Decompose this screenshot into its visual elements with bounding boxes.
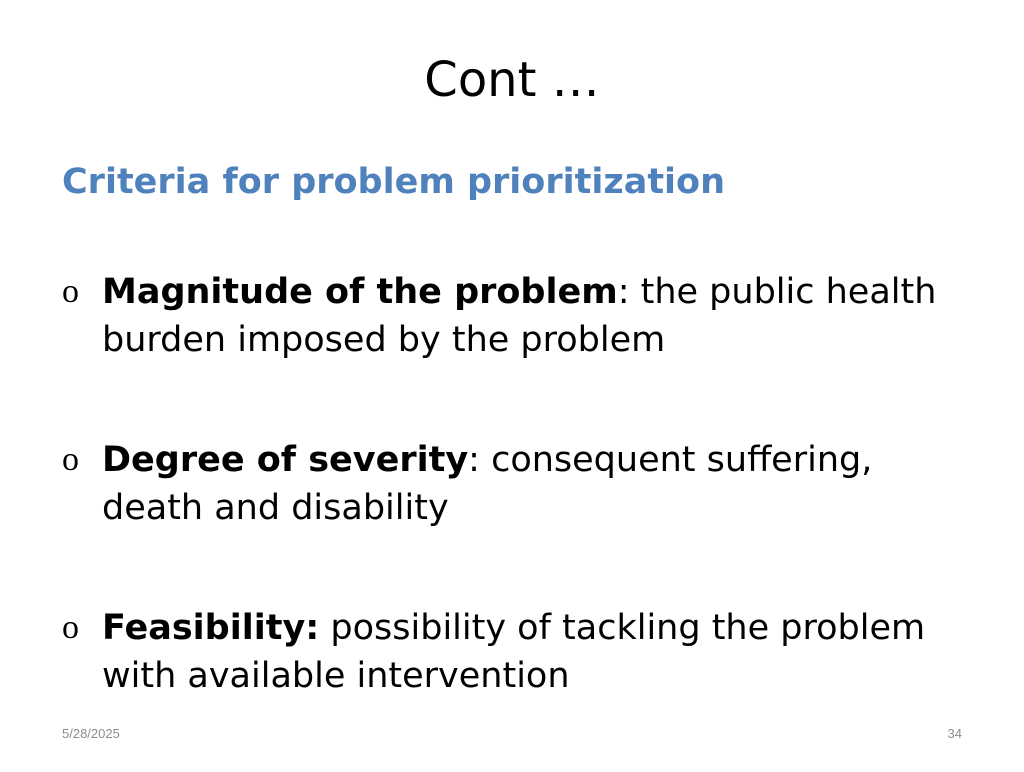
- bullet-severity: [62, 436, 982, 532]
- bullet-description: possibility of tackling the problem with available intervention: [102, 608, 926, 696]
- slide-subtitle: Criteria for problem prioritization: [62, 162, 726, 202]
- bullet-separator: :: [617, 272, 641, 312]
- bullet-separator: :: [468, 440, 492, 480]
- slide-title: Cont …: [424, 52, 600, 108]
- bullet-description: consequent suffering, death and disability: [102, 440, 873, 528]
- footer-date: 5/28/2025: [62, 726, 120, 741]
- bullet-magnitude: [62, 268, 982, 364]
- bullet-term: Feasibility:: [102, 608, 320, 648]
- criteria-list: [62, 268, 982, 772]
- footer-page-number: 34: [947, 726, 962, 741]
- bullet-separator: [319, 608, 330, 648]
- bullet-term: Magnitude of the problem: [102, 272, 618, 312]
- bullet-description: the public health burden imposed by the problem: [102, 272, 937, 360]
- bullet-term: Degree of severity: [102, 440, 469, 480]
- bullet-marker: o: [62, 273, 79, 310]
- bullet-marker: o: [62, 441, 79, 478]
- bullet-feasibility: [62, 604, 982, 700]
- bullet-marker: o: [62, 609, 79, 646]
